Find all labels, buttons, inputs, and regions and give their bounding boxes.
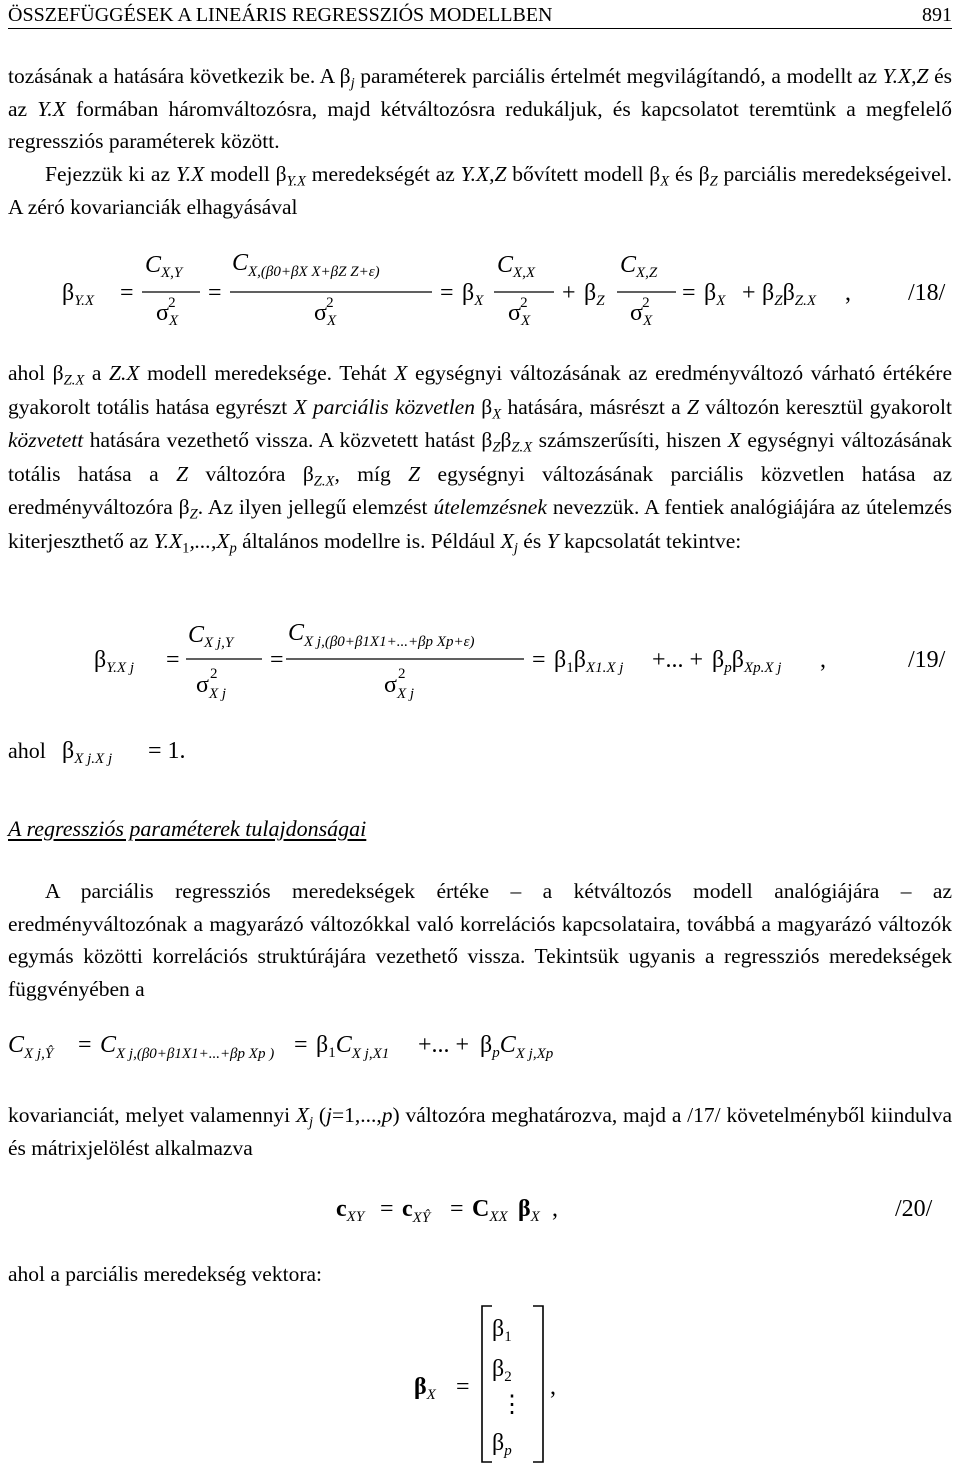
text: ) változóra meghatározva, majd a /17/ követelményből kiindulva és mátrixjelölést alkalmazva <box>8 1103 952 1160</box>
cov-c2: $C_{X j,(\beta 0+\beta 1X1+...+\beta p Xp )}$ <box>100 1032 275 1062</box>
subscript: X <box>492 405 502 422</box>
subscript: Z.X <box>313 472 335 489</box>
text: =1,..., <box>332 1103 382 1127</box>
text: számszerűsíti, hiszen <box>532 428 728 452</box>
equals-sign: = <box>380 1196 394 1222</box>
comma: , <box>550 1374 556 1400</box>
variable: Z <box>687 394 699 419</box>
model-symbol: Y.X,Z <box>460 162 507 186</box>
vector-entry-p: $\beta_p$ <box>492 1430 512 1459</box>
paragraph-1 <box>8 60 952 158</box>
eq19-r1: $\beta_1\beta_{X1.X j}$ <box>554 647 624 676</box>
equals-sign: = <box>456 1374 470 1400</box>
covariance-equation <box>0 1018 960 1074</box>
section-heading: A regressziós paraméterek tulajdonságai <box>8 816 367 841</box>
text: tozásának a hatására következik be. A β <box>8 64 351 88</box>
text: , míg <box>334 461 409 486</box>
equals-sign: = <box>682 280 696 306</box>
text: paraméterek parciális értelmét megvilágítandó, a modellt az <box>354 64 883 88</box>
equals-sign: = <box>78 1032 92 1058</box>
equation-18 <box>0 240 960 332</box>
emphasis: X parciális közvetlen <box>293 394 475 419</box>
equals-sign: = <box>532 647 546 673</box>
text: nevezzük. A fentiek analógiájára az útelemzés kiterjeszthető az <box>8 495 953 553</box>
variable: X <box>295 1103 309 1127</box>
text: hatására vezethető vissza. A közvetett hatást β <box>83 428 493 452</box>
subscript: Z <box>709 173 718 190</box>
text: kapcsolatát tekintve: <box>558 528 742 553</box>
text: meredekségét az <box>305 162 461 186</box>
variable: X <box>500 528 514 553</box>
variable: j <box>326 1103 333 1127</box>
variable: Z <box>176 461 189 486</box>
equation-number: /20/ <box>895 1196 933 1222</box>
page-number: 891 <box>922 4 952 26</box>
eq19-lhs: $\beta_{Y.X j}$ <box>94 647 135 676</box>
eq18-f3-den: $\sigma_X2$ <box>508 295 531 329</box>
text: formában háromváltozósra, majd kétváltozósra redukáljuk, és kapcsolatot teremtünk a megfelelő regressziós paraméterek között. <box>8 96 952 153</box>
eq20-beta: $\beta_X$ <box>518 1196 540 1225</box>
paragraph-3 <box>8 357 952 558</box>
subscript: X <box>660 173 670 190</box>
right-bracket <box>533 1306 543 1462</box>
subscript: Z.X <box>511 439 533 456</box>
text: β <box>500 428 512 452</box>
text: modell meredeksége. Tehát <box>139 361 395 385</box>
identity-beta: $\beta_{X j.X j}$ <box>62 738 113 767</box>
text: egységnyi változásának totális hatása a <box>8 428 953 486</box>
text: Fejezzük ki az <box>45 162 176 186</box>
eq19-f2-num: $C_{X j,(\beta 0+\beta 1X1+...+\beta p Xp+\varepsilon)}$ <box>288 620 475 650</box>
text: és β <box>669 162 710 186</box>
text: kovarianciát, melyet valamennyi <box>8 1103 296 1127</box>
equals-sign: = <box>440 280 454 306</box>
eq18-beta-x: $\beta_X$ <box>462 280 484 309</box>
eq19-f1-num: $C_{X j,Y}$ <box>188 622 234 651</box>
text: a <box>84 361 110 385</box>
beta-vector <box>0 1300 960 1466</box>
equals-sign: = <box>450 1196 464 1222</box>
subscript: j <box>350 75 355 92</box>
vector-lhs: $\beta_X$ <box>414 1374 436 1403</box>
equals-sign: = <box>208 280 222 306</box>
eq18-f4-num: $C_{X,Z}$ <box>620 252 658 281</box>
model-symbol: ,...,X <box>189 528 230 553</box>
text: ( <box>313 1103 327 1127</box>
model-symbol: Y.X <box>37 96 66 121</box>
text: A parciális regressziós meredekségek értéke – a kétváltozós modell analógiájára – az eredményváltozónak a magyarázó változókkal való korrelációs kapcsolataira, továbbá a magyarázó változók egymás közötti korrelációs struktúrájára vezethető vissza. Tekintsük ugyanis a regressziós meredekségek függvényében a <box>8 879 952 1001</box>
eq20-c1: $c_{XY}$ <box>336 1196 365 1225</box>
eq19-f2-den: $\sigma_{X j}2$ <box>384 666 415 702</box>
header-title: ÖSSZEFÜGGÉSEK A LINEÁRIS REGRESSZIÓS MODELLBEN <box>8 4 553 26</box>
text: változóra β <box>188 461 314 486</box>
equals-sign: = <box>120 280 134 306</box>
identity-rhs: = 1. <box>148 738 186 764</box>
cov-c1: $C_{X j,Ŷ}$ <box>8 1032 54 1062</box>
cov-b2c4: $\beta_pC_{X j,Xp}$ <box>480 1032 554 1062</box>
subscript: p <box>229 539 237 556</box>
ellipsis-sum: +... + <box>652 647 704 673</box>
text: . Az ilyen jellegű elemzést <box>197 495 434 519</box>
equals-sign: = <box>270 647 284 673</box>
eq19-r2: $\beta_p\beta_{Xp.X j}$ <box>712 647 782 676</box>
paragraph-5 <box>8 1099 952 1164</box>
eq18-lhs: $\beta_{Y.X}$ <box>62 280 95 309</box>
eq18-f3-num: $C_{X,X}$ <box>497 252 536 281</box>
ahol-label: ahol <box>8 738 46 763</box>
variable: X <box>394 361 408 385</box>
vector-entry-1: $\beta_1$ <box>492 1316 512 1345</box>
variable: Y <box>546 528 559 553</box>
subscript: Z <box>189 506 198 523</box>
model-symbol: Z.X <box>109 361 140 385</box>
text: egységnyi változásának az eredményváltozó várható értékére gyakorolt totális hatása egyrészt <box>8 361 953 419</box>
text: ahol a parciális meredekség vektora: <box>8 1262 322 1286</box>
eq20-c3: $C_{XX}$ <box>472 1196 508 1225</box>
equals-sign: = <box>294 1032 308 1058</box>
plus-sign: + <box>562 280 576 306</box>
text: modell β <box>204 162 287 186</box>
text: parciális meredekségeivel. A zéró kovarianciák elhagyásával <box>8 162 953 219</box>
equals-sign: = <box>166 647 180 673</box>
eq18-beta-z: $\beta_Z$ <box>584 280 605 309</box>
running-header <box>8 2 952 29</box>
plus-sign: + <box>742 280 756 306</box>
equation-number: /19/ <box>908 647 946 673</box>
eq18-f1-den: $\sigma_X2$ <box>156 295 179 329</box>
paragraph-2 <box>8 158 952 223</box>
subscript: j <box>513 539 518 556</box>
variable: p <box>381 1103 393 1127</box>
text: hatására, másrészt a <box>501 394 688 419</box>
eq18-f2-den: $\sigma_X2$ <box>314 295 337 329</box>
equation-19 <box>0 612 960 708</box>
eq20-c2: $c_{XŶ}$ <box>402 1196 431 1226</box>
text: bővített modell β <box>506 162 661 186</box>
text: egységnyi változásának parciális közvetlen hatása az eredményváltozóra β <box>8 461 952 519</box>
eq18-f4-den: $\sigma_X2$ <box>630 295 653 329</box>
subscript: Z.X <box>63 372 85 389</box>
cov-b1c3: $\beta_1C_{X j,X1}$ <box>316 1032 390 1062</box>
ellipsis-sum: +... + <box>418 1032 470 1058</box>
paragraph-4 <box>8 875 952 1005</box>
variable: Z <box>408 461 421 486</box>
text: ahol β <box>8 361 64 385</box>
equation-20 <box>0 1184 960 1234</box>
subscript: Y.X <box>286 173 306 190</box>
model-symbol: Y.X <box>153 528 183 553</box>
text: és <box>517 528 547 553</box>
subscript: Z <box>492 439 501 456</box>
emphasis: útelemzésnek <box>433 495 547 519</box>
equation-number: /18/ <box>908 280 946 306</box>
left-bracket <box>482 1306 492 1462</box>
eq18-r2: $\beta_Z\beta_{Z.X}$ <box>762 280 817 309</box>
eq19-f1-den: $\sigma_{X j}2$ <box>196 666 227 702</box>
model-symbol: Y.X,Z <box>882 64 929 88</box>
comma: , <box>820 647 826 673</box>
eq18-r1: $\beta_X$ <box>704 280 726 309</box>
vector-entry-dots: ⋮ <box>500 1392 524 1418</box>
text: változón keresztül gyakorolt <box>698 394 952 419</box>
ahol-identity <box>0 728 960 772</box>
subscript: 1 <box>182 539 190 556</box>
eq18-f1-num: $C_{X,Y}$ <box>145 252 183 281</box>
vector-entry-2: $\beta_2$ <box>492 1356 512 1385</box>
paragraph-6 <box>8 1258 952 1291</box>
eq18-f2-num: $C_{X,(\beta 0+\beta X X+\beta Z Z+\varepsilon)}$ <box>232 250 380 280</box>
text: általános modellre is. Például <box>236 528 501 553</box>
text: és az <box>8 64 952 121</box>
emphasis: közvetett <box>8 428 84 452</box>
text: β <box>474 394 493 419</box>
comma: , <box>845 280 851 306</box>
variable: X <box>727 428 741 452</box>
comma: , <box>552 1196 558 1222</box>
model-symbol: Y.X <box>175 162 205 186</box>
subscript: j <box>309 1114 314 1131</box>
